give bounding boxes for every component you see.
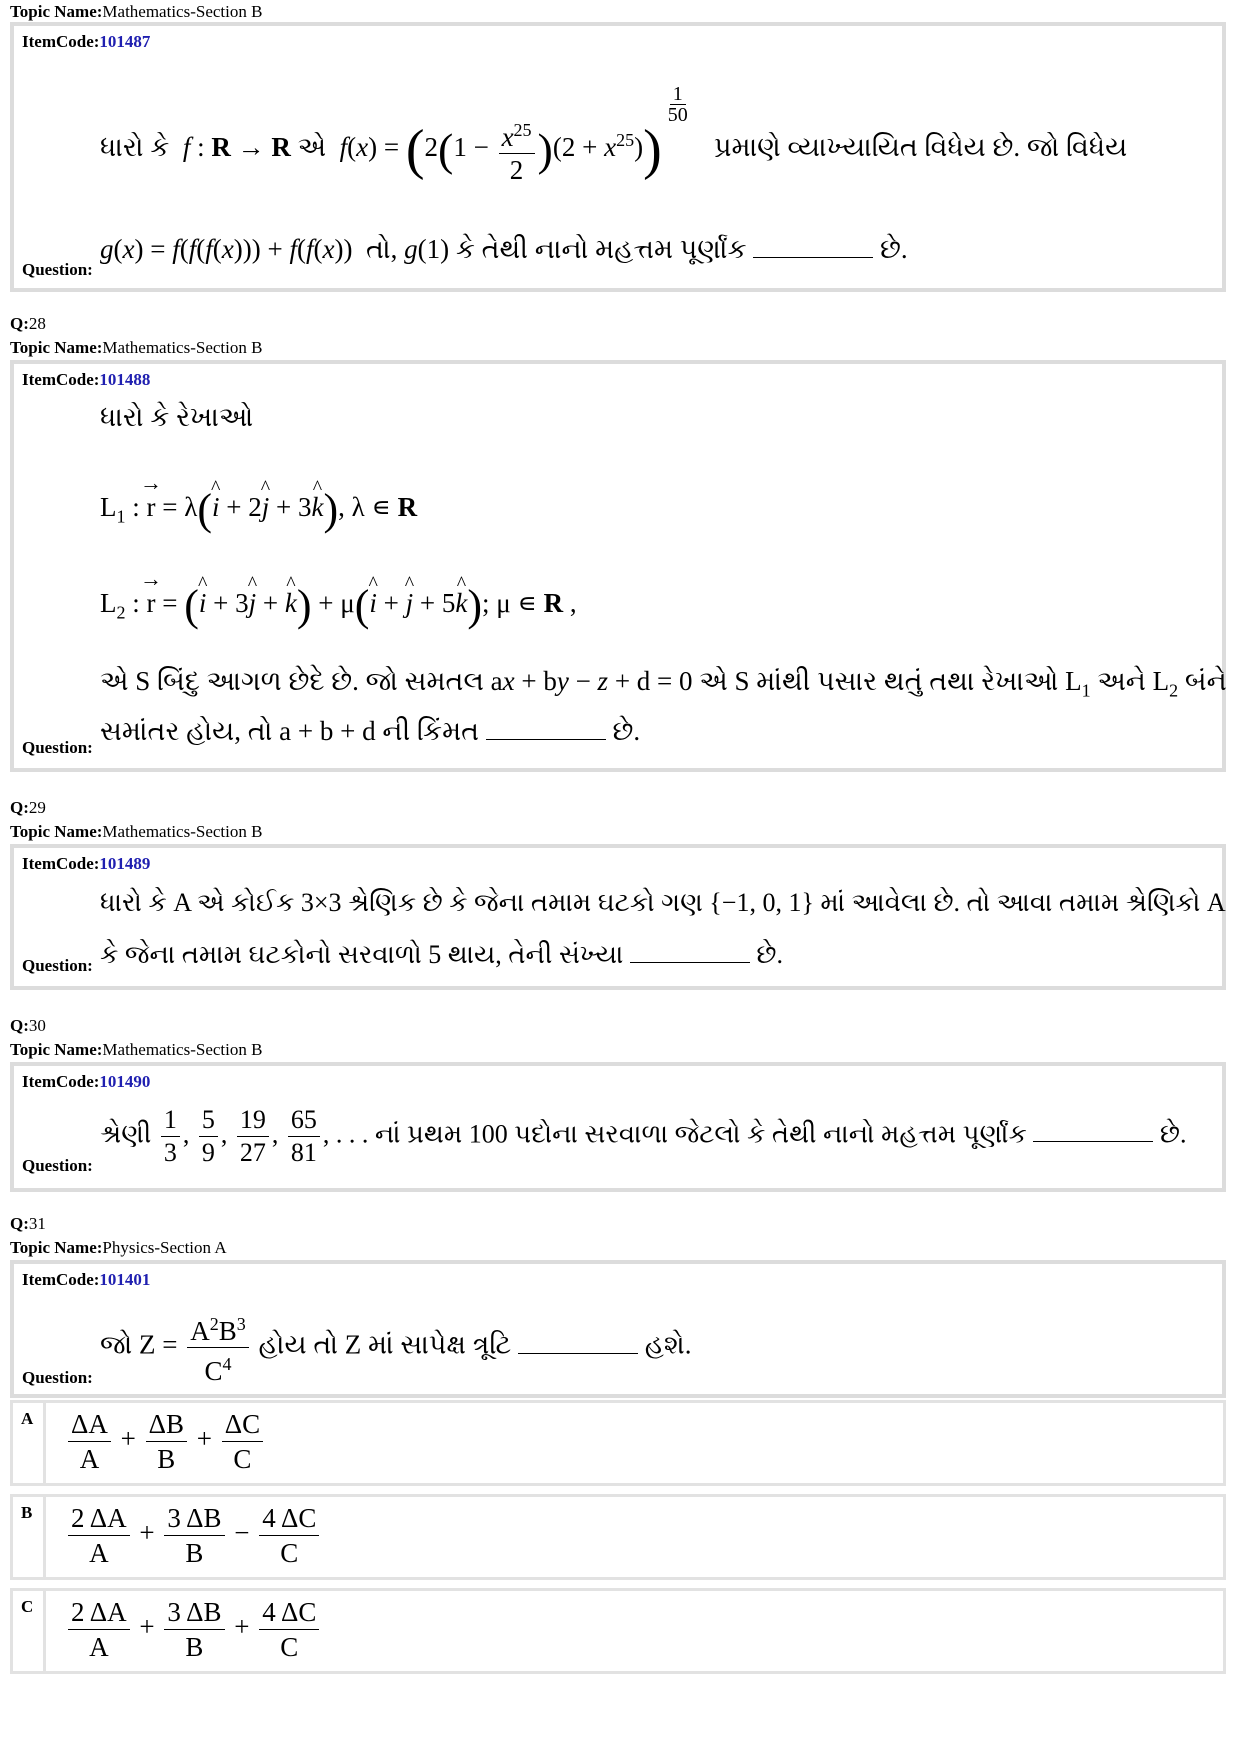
question-line-2: g(x) = f(f(f(x))) + f(f(x)) તો, g(1) કે તેથી નાનો મહત્તમ પૂર્ણાંક છે. [100, 234, 908, 264]
item-code-line: ItemCode:101489 [22, 854, 151, 873]
option-A[interactable] [10, 1400, 1226, 1486]
question-label: Question: [22, 1156, 93, 1175]
q-number-28: Q:28 [10, 314, 46, 333]
answer-blank [1033, 1119, 1153, 1142]
question-box-101401 [10, 1260, 1226, 1398]
question-line-2: કે જેના તમામ ઘટકોનો સરવાળો 5 થાય, તેની સંખ્યા છે. [100, 940, 783, 969]
topic-line-31: Topic Name:Physics-Section A [10, 1238, 227, 1257]
answer-blank [630, 940, 750, 963]
option-C[interactable] [10, 1588, 1226, 1674]
question-label: Question: [22, 1368, 93, 1387]
question-line-1: ધારો કે f : R → R એ f(x) = (2(1 − $\frac{x^{25}}{2}$ )$(2 + x^{25})$) $^{\frac{1}{50}}$ પ્રમાણે વ્યાખ્યાયિત વિધેય છે. જો વિધેય [100, 83, 1128, 185]
option-formula: $\frac{\Delta A}{A}$ + $\frac{\Delta B}{B}$ + $\frac{\Delta C}{C}$ [65, 1407, 266, 1476]
answer-blank [518, 1331, 638, 1354]
item-code-line: ItemCode:101487 [22, 32, 151, 51]
question-box-101488 [10, 360, 1226, 772]
question-line-1: જો Z = $\frac{A^2B^3}{C^4}$ હોય તો Z માં સાપેક્ષ ત્રૂટિ હશે. [100, 1308, 691, 1387]
option-formula: $\frac{2 \Delta A}{A}$ + $\frac{3 \Delta B}{B}$ + $\frac{4 \Delta C}{C}$ [65, 1595, 322, 1664]
answer-blank [486, 717, 606, 740]
option-divider [43, 1591, 46, 1671]
option-letter: A [21, 1409, 34, 1428]
question-box-101489 [10, 844, 1226, 990]
question-line-4: એ S બિંદુ આગળ છેદે છે. જો સમતલ ax + by − z + d = 0 એ S માંથી પસાર થતું તથા રેખાઓ $L_1$ અને $L_2$ બંને [100, 666, 1227, 701]
topic-line-29: Topic Name:Mathematics-Section B [10, 822, 263, 841]
series-question-line: શ્રેણી $\frac{1}{3}$ , $\frac{5}{9}$ , $\frac{19}{27}$ , $\frac{65}{81}$ , . . . નાં પ્રથમ 100 પદોના સરવાળા જેટલો કે તેથી નાનો મહત્તમ પૂર્ણાંક છે. [100, 1105, 1187, 1167]
question-label: Question: [22, 956, 93, 975]
option-divider [43, 1497, 46, 1577]
question-line-1: ધારો કે રેખાઓ [100, 402, 254, 432]
line-L2-equation: $L_2$ : → r = (^ i + 3^ j + ^ k) + μ(^ i + ^ j + 5^ k); μ ∊ R , [100, 586, 577, 629]
line-L1-equation: $L_1$ : → r = λ(^ i + 2^ j + 3^ k), λ ∊ R [100, 490, 417, 533]
question-line-1: ધારો કે A એ કોઈક 3×3 શ્રેણિક છે કે જેના તમામ ઘટકો ગણ {−1, 0, 1} માં આવેલા છે. તો આવા તમામ શ્રેણિકો A [100, 888, 1226, 917]
q-number-30: Q:30 [10, 1016, 46, 1035]
topic-line-0: Topic Name:Mathematics-Section B [10, 2, 263, 21]
option-divider [43, 1403, 46, 1483]
topic-line-28: Topic Name:Mathematics-Section B [10, 338, 263, 357]
option-letter: B [21, 1503, 33, 1522]
option-formula: $\frac{2 \Delta A}{A}$ + $\frac{3 \Delta B}{B}$ − $\frac{4 \Delta C}{C}$ [65, 1501, 322, 1570]
question-label: Question: [22, 738, 93, 757]
item-code-line: ItemCode:101488 [22, 370, 151, 389]
question-line-5: સમાંતર હોય, તો a + b + d ની કિંમત છે. [100, 716, 641, 746]
option-letter: C [21, 1597, 34, 1616]
q-number-29: Q:29 [10, 798, 46, 817]
topic-line-30: Topic Name:Mathematics-Section B [10, 1040, 263, 1059]
option-B[interactable] [10, 1494, 1226, 1580]
question-box-101487 [10, 22, 1226, 292]
question-label: Question: [22, 260, 93, 279]
question-box-101490 [10, 1062, 1226, 1192]
item-code-line: ItemCode:101401 [22, 1270, 151, 1289]
item-code-line: ItemCode:101490 [22, 1072, 151, 1091]
answer-blank [753, 235, 873, 258]
q-number-31: Q:31 [10, 1214, 46, 1233]
